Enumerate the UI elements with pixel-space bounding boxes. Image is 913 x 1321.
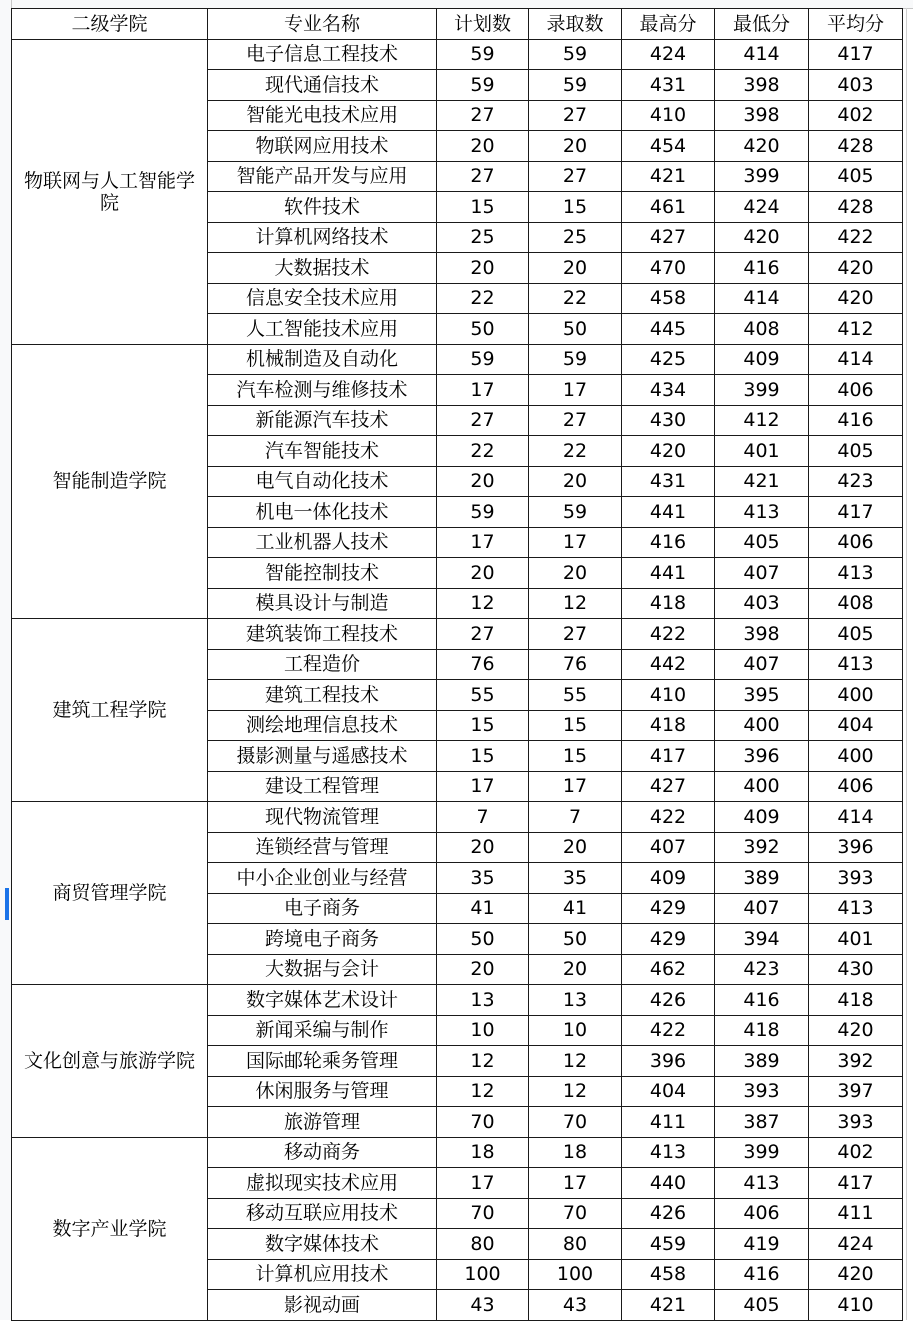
cell-max[interactable]: 426 xyxy=(622,1198,715,1229)
cell-admitted[interactable]: 13 xyxy=(529,985,622,1016)
cell-avg[interactable]: 417 xyxy=(809,1168,903,1199)
cell-admitted[interactable]: 35 xyxy=(529,863,622,894)
cell-major[interactable]: 工程造价 xyxy=(208,649,437,680)
cell-avg[interactable]: 404 xyxy=(809,710,903,741)
cell-max[interactable]: 426 xyxy=(622,985,715,1016)
header-row xyxy=(12,9,903,40)
cell-max[interactable]: 425 xyxy=(622,344,715,375)
cell-admitted[interactable]: 20 xyxy=(529,466,622,497)
cell-max[interactable]: 441 xyxy=(622,558,715,589)
cell-admitted[interactable]: 59 xyxy=(529,70,622,101)
cell-plan[interactable]: 27 xyxy=(437,100,529,131)
cell-plan[interactable]: 59 xyxy=(437,39,529,70)
cell-min[interactable]: 418 xyxy=(715,1015,809,1046)
cell-avg[interactable]: 417 xyxy=(809,39,903,70)
cell-min[interactable]: 389 xyxy=(715,1046,809,1077)
cell-avg[interactable]: 428 xyxy=(809,131,903,162)
cell-plan[interactable]: 17 xyxy=(437,1168,529,1199)
cell-major[interactable]: 建筑装饰工程技术 xyxy=(208,619,437,650)
cell-avg[interactable]: 418 xyxy=(809,985,903,1016)
cell-major[interactable]: 人工智能技术应用 xyxy=(208,314,437,345)
cell-admitted[interactable]: 20 xyxy=(529,131,622,162)
cell-plan[interactable]: 41 xyxy=(437,893,529,924)
cell-major[interactable]: 新能源汽车技术 xyxy=(208,405,437,436)
cell-max[interactable]: 445 xyxy=(622,314,715,345)
cell-max[interactable]: 430 xyxy=(622,405,715,436)
cell-min[interactable]: 406 xyxy=(715,1198,809,1229)
cell-plan[interactable]: 15 xyxy=(437,192,529,223)
cell-plan[interactable]: 55 xyxy=(437,680,529,711)
cell-max[interactable]: 429 xyxy=(622,893,715,924)
cell-avg[interactable]: 400 xyxy=(809,680,903,711)
cell-major[interactable]: 摄影测量与遥感技术 xyxy=(208,741,437,772)
cell-major[interactable]: 计算机网络技术 xyxy=(208,222,437,253)
row-selection-marker xyxy=(5,888,9,920)
cell-min[interactable]: 419 xyxy=(715,1229,809,1260)
cell-admitted[interactable]: 27 xyxy=(529,161,622,192)
cell-max[interactable]: 424 xyxy=(622,39,715,70)
cell-admitted[interactable]: 43 xyxy=(529,1290,622,1321)
cell-plan[interactable]: 22 xyxy=(437,436,529,467)
cell-plan[interactable]: 17 xyxy=(437,527,529,558)
cell-major[interactable]: 智能控制技术 xyxy=(208,558,437,589)
header-avg[interactable]: 平均分 xyxy=(809,9,903,40)
cell-major[interactable]: 影视动画 xyxy=(208,1290,437,1321)
cell-plan[interactable]: 20 xyxy=(437,131,529,162)
cell-major[interactable]: 现代通信技术 xyxy=(208,70,437,101)
cell-college[interactable]: 数字产业学院 xyxy=(12,1137,208,1320)
cell-plan[interactable]: 76 xyxy=(437,649,529,680)
cell-major[interactable]: 建设工程管理 xyxy=(208,771,437,802)
cell-max[interactable]: 413 xyxy=(622,1137,715,1168)
cell-major[interactable]: 模具设计与制造 xyxy=(208,588,437,619)
cell-plan[interactable]: 59 xyxy=(437,497,529,528)
cell-admitted[interactable]: 27 xyxy=(529,100,622,131)
cell-plan[interactable]: 59 xyxy=(437,70,529,101)
cell-admitted[interactable]: 22 xyxy=(529,283,622,314)
header-plan[interactable]: 计划数 xyxy=(437,9,529,40)
cell-max[interactable]: 459 xyxy=(622,1229,715,1260)
cell-admitted[interactable]: 50 xyxy=(529,314,622,345)
cell-plan[interactable]: 12 xyxy=(437,1046,529,1077)
cell-max[interactable]: 458 xyxy=(622,283,715,314)
cell-plan[interactable]: 7 xyxy=(437,802,529,833)
cell-min[interactable]: 414 xyxy=(715,283,809,314)
cell-admitted[interactable]: 59 xyxy=(529,497,622,528)
cell-max[interactable]: 462 xyxy=(622,954,715,985)
cell-avg[interactable]: 412 xyxy=(809,314,903,345)
cell-max[interactable]: 418 xyxy=(622,588,715,619)
cell-avg[interactable]: 403 xyxy=(809,70,903,101)
cell-admitted[interactable]: 70 xyxy=(529,1107,622,1138)
cell-plan[interactable]: 80 xyxy=(437,1229,529,1260)
cell-avg[interactable]: 416 xyxy=(809,405,903,436)
cell-major[interactable]: 旅游管理 xyxy=(208,1107,437,1138)
cell-max[interactable]: 427 xyxy=(622,771,715,802)
table-row xyxy=(12,619,903,650)
cell-avg[interactable]: 400 xyxy=(809,741,903,772)
cell-avg[interactable]: 397 xyxy=(809,1076,903,1107)
cell-min[interactable]: 399 xyxy=(715,1137,809,1168)
cell-admitted[interactable]: 12 xyxy=(529,1076,622,1107)
cell-max[interactable]: 417 xyxy=(622,741,715,772)
cell-min[interactable]: 395 xyxy=(715,680,809,711)
cell-min[interactable]: 413 xyxy=(715,1168,809,1199)
cell-max[interactable]: 440 xyxy=(622,1168,715,1199)
cell-major[interactable]: 信息安全技术应用 xyxy=(208,283,437,314)
cell-plan[interactable]: 20 xyxy=(437,558,529,589)
cell-major[interactable]: 移动互联应用技术 xyxy=(208,1198,437,1229)
cell-major[interactable]: 智能光电技术应用 xyxy=(208,100,437,131)
cell-major[interactable]: 汽车检测与维修技术 xyxy=(208,375,437,406)
cell-major[interactable]: 智能产品开发与应用 xyxy=(208,161,437,192)
cell-min[interactable]: 409 xyxy=(715,802,809,833)
cell-avg[interactable]: 420 xyxy=(809,283,903,314)
cell-avg[interactable]: 428 xyxy=(809,192,903,223)
cell-min[interactable]: 400 xyxy=(715,710,809,741)
cell-major[interactable]: 现代物流管理 xyxy=(208,802,437,833)
cell-admitted[interactable]: 10 xyxy=(529,1015,622,1046)
cell-min[interactable]: 394 xyxy=(715,924,809,955)
cell-major[interactable]: 数字媒体艺术设计 xyxy=(208,985,437,1016)
cell-max[interactable]: 458 xyxy=(622,1259,715,1290)
cell-college[interactable]: 商贸管理学院 xyxy=(12,802,208,985)
cell-major[interactable]: 新闻采编与制作 xyxy=(208,1015,437,1046)
cell-plan[interactable]: 15 xyxy=(437,741,529,772)
cell-min[interactable]: 420 xyxy=(715,131,809,162)
cell-major[interactable]: 跨境电子商务 xyxy=(208,924,437,955)
cell-admitted[interactable]: 50 xyxy=(529,924,622,955)
cell-min[interactable]: 414 xyxy=(715,39,809,70)
cell-plan[interactable]: 10 xyxy=(437,1015,529,1046)
cell-plan[interactable]: 27 xyxy=(437,619,529,650)
cell-max[interactable]: 422 xyxy=(622,619,715,650)
cell-avg[interactable]: 413 xyxy=(809,893,903,924)
cell-avg[interactable]: 422 xyxy=(809,222,903,253)
header-major[interactable]: 专业名称 xyxy=(208,9,437,40)
cell-avg[interactable]: 410 xyxy=(809,1290,903,1321)
cell-avg[interactable]: 396 xyxy=(809,832,903,863)
cell-plan[interactable]: 70 xyxy=(437,1198,529,1229)
cell-admitted[interactable]: 20 xyxy=(529,954,622,985)
cell-min[interactable]: 393 xyxy=(715,1076,809,1107)
cell-avg[interactable]: 401 xyxy=(809,924,903,955)
cell-college[interactable]: 智能制造学院 xyxy=(12,344,208,619)
cell-major[interactable]: 电子信息工程技术 xyxy=(208,39,437,70)
header-max[interactable]: 最高分 xyxy=(622,9,715,40)
cell-plan[interactable]: 43 xyxy=(437,1290,529,1321)
cell-plan[interactable]: 18 xyxy=(437,1137,529,1168)
cell-major[interactable]: 中小企业创业与经营 xyxy=(208,863,437,894)
table-row xyxy=(12,344,903,375)
cell-min[interactable]: 403 xyxy=(715,588,809,619)
table-row xyxy=(12,802,903,833)
cell-min[interactable]: 399 xyxy=(715,375,809,406)
cell-plan[interactable]: 15 xyxy=(437,710,529,741)
cell-min[interactable]: 409 xyxy=(715,344,809,375)
cell-plan[interactable]: 50 xyxy=(437,314,529,345)
cell-major[interactable]: 机电一体化技术 xyxy=(208,497,437,528)
cell-admitted[interactable]: 100 xyxy=(529,1259,622,1290)
cell-plan[interactable]: 35 xyxy=(437,863,529,894)
cell-major[interactable]: 物联网应用技术 xyxy=(208,131,437,162)
cell-max[interactable]: 427 xyxy=(622,222,715,253)
cell-admitted[interactable]: 59 xyxy=(529,39,622,70)
cell-min[interactable]: 398 xyxy=(715,100,809,131)
cell-min[interactable]: 398 xyxy=(715,70,809,101)
cell-max[interactable]: 418 xyxy=(622,710,715,741)
cell-max[interactable]: 422 xyxy=(622,802,715,833)
cell-avg[interactable]: 420 xyxy=(809,1015,903,1046)
cell-avg[interactable]: 413 xyxy=(809,558,903,589)
cell-admitted[interactable]: 76 xyxy=(529,649,622,680)
cell-min[interactable]: 412 xyxy=(715,405,809,436)
cell-avg[interactable]: 405 xyxy=(809,619,903,650)
cell-plan[interactable]: 59 xyxy=(437,344,529,375)
cell-min[interactable]: 424 xyxy=(715,192,809,223)
cell-plan[interactable]: 17 xyxy=(437,375,529,406)
cell-min[interactable]: 389 xyxy=(715,863,809,894)
cell-max[interactable]: 410 xyxy=(622,680,715,711)
cell-admitted[interactable]: 17 xyxy=(529,771,622,802)
cell-avg[interactable]: 392 xyxy=(809,1046,903,1077)
cell-major[interactable]: 国际邮轮乘务管理 xyxy=(208,1046,437,1077)
cell-admitted[interactable]: 22 xyxy=(529,436,622,467)
cell-max[interactable]: 421 xyxy=(622,161,715,192)
cell-max[interactable]: 404 xyxy=(622,1076,715,1107)
cell-admitted[interactable]: 55 xyxy=(529,680,622,711)
cell-max[interactable]: 416 xyxy=(622,527,715,558)
cell-avg[interactable]: 406 xyxy=(809,375,903,406)
cell-major[interactable]: 移动商务 xyxy=(208,1137,437,1168)
cell-plan[interactable]: 13 xyxy=(437,985,529,1016)
cell-min[interactable]: 399 xyxy=(715,161,809,192)
table-row xyxy=(12,985,903,1016)
cell-major[interactable]: 汽车智能技术 xyxy=(208,436,437,467)
cell-admitted[interactable]: 17 xyxy=(529,375,622,406)
cell-min[interactable]: 401 xyxy=(715,436,809,467)
cell-plan[interactable]: 22 xyxy=(437,283,529,314)
cell-admitted[interactable]: 80 xyxy=(529,1229,622,1260)
cell-admitted[interactable]: 12 xyxy=(529,588,622,619)
cell-plan[interactable]: 25 xyxy=(437,222,529,253)
cell-admitted[interactable]: 12 xyxy=(529,1046,622,1077)
cell-major[interactable]: 休闲服务与管理 xyxy=(208,1076,437,1107)
cell-plan[interactable]: 100 xyxy=(437,1259,529,1290)
cell-max[interactable]: 442 xyxy=(622,649,715,680)
cell-admitted[interactable]: 70 xyxy=(529,1198,622,1229)
cell-plan[interactable]: 20 xyxy=(437,253,529,284)
cell-major[interactable]: 虚拟现实技术应用 xyxy=(208,1168,437,1199)
cell-major[interactable]: 机械制造及自动化 xyxy=(208,344,437,375)
cell-plan[interactable]: 12 xyxy=(437,588,529,619)
cell-admitted[interactable]: 27 xyxy=(529,619,622,650)
cell-major[interactable]: 软件技术 xyxy=(208,192,437,223)
cell-max[interactable]: 434 xyxy=(622,375,715,406)
cell-max[interactable]: 470 xyxy=(622,253,715,284)
cell-max[interactable]: 420 xyxy=(622,436,715,467)
cell-avg[interactable]: 393 xyxy=(809,863,903,894)
cell-min[interactable]: 423 xyxy=(715,954,809,985)
cell-college[interactable]: 物联网与人工智能学院 xyxy=(12,39,208,344)
cell-min[interactable]: 387 xyxy=(715,1107,809,1138)
cell-avg[interactable]: 411 xyxy=(809,1198,903,1229)
gridline xyxy=(906,8,907,1320)
cell-avg[interactable]: 423 xyxy=(809,466,903,497)
cell-avg[interactable]: 414 xyxy=(809,802,903,833)
cell-min[interactable]: 405 xyxy=(715,527,809,558)
cell-min[interactable]: 407 xyxy=(715,893,809,924)
cell-avg[interactable]: 430 xyxy=(809,954,903,985)
cell-avg[interactable]: 424 xyxy=(809,1229,903,1260)
cell-max[interactable]: 431 xyxy=(622,466,715,497)
cell-max[interactable]: 409 xyxy=(622,863,715,894)
cell-avg[interactable]: 414 xyxy=(809,344,903,375)
cell-plan[interactable]: 27 xyxy=(437,405,529,436)
cell-min[interactable]: 407 xyxy=(715,558,809,589)
cell-admitted[interactable]: 15 xyxy=(529,710,622,741)
cell-admitted[interactable]: 18 xyxy=(529,1137,622,1168)
cell-avg[interactable]: 393 xyxy=(809,1107,903,1138)
cell-admitted[interactable]: 20 xyxy=(529,832,622,863)
cell-max[interactable]: 396 xyxy=(622,1046,715,1077)
cell-plan[interactable]: 17 xyxy=(437,771,529,802)
cell-min[interactable]: 420 xyxy=(715,222,809,253)
cell-min[interactable]: 408 xyxy=(715,314,809,345)
cell-min[interactable]: 398 xyxy=(715,619,809,650)
cell-admitted[interactable]: 59 xyxy=(529,344,622,375)
cell-min[interactable]: 407 xyxy=(715,649,809,680)
cell-major[interactable]: 电气自动化技术 xyxy=(208,466,437,497)
cell-major[interactable]: 计算机应用技术 xyxy=(208,1259,437,1290)
cell-major[interactable]: 连锁经营与管理 xyxy=(208,832,437,863)
cell-plan[interactable]: 50 xyxy=(437,924,529,955)
cell-avg[interactable]: 417 xyxy=(809,497,903,528)
table-row xyxy=(12,1137,903,1168)
cell-max[interactable]: 454 xyxy=(622,131,715,162)
cell-admitted[interactable]: 17 xyxy=(529,1168,622,1199)
cell-avg[interactable]: 405 xyxy=(809,436,903,467)
cell-admitted[interactable]: 27 xyxy=(529,405,622,436)
cell-max[interactable]: 421 xyxy=(622,1290,715,1321)
cell-min[interactable]: 416 xyxy=(715,1259,809,1290)
cell-major[interactable]: 大数据技术 xyxy=(208,253,437,284)
cell-max[interactable]: 461 xyxy=(622,192,715,223)
cell-max[interactable]: 410 xyxy=(622,100,715,131)
cell-min[interactable]: 392 xyxy=(715,832,809,863)
cell-major[interactable]: 大数据与会计 xyxy=(208,954,437,985)
cell-avg[interactable]: 420 xyxy=(809,253,903,284)
cell-plan[interactable]: 20 xyxy=(437,954,529,985)
cell-min[interactable]: 396 xyxy=(715,741,809,772)
cell-admitted[interactable]: 17 xyxy=(529,527,622,558)
cell-min[interactable]: 416 xyxy=(715,253,809,284)
cell-max[interactable]: 431 xyxy=(622,70,715,101)
cell-plan[interactable]: 12 xyxy=(437,1076,529,1107)
cell-major[interactable]: 测绘地理信息技术 xyxy=(208,710,437,741)
cell-min[interactable]: 416 xyxy=(715,985,809,1016)
cell-avg[interactable]: 406 xyxy=(809,527,903,558)
cell-plan[interactable]: 70 xyxy=(437,1107,529,1138)
cell-max[interactable]: 411 xyxy=(622,1107,715,1138)
cell-plan[interactable]: 27 xyxy=(437,161,529,192)
header-college[interactable]: 二级学院 xyxy=(12,9,208,40)
cell-college[interactable]: 建筑工程学院 xyxy=(12,619,208,802)
cell-max[interactable]: 422 xyxy=(622,1015,715,1046)
cell-admitted[interactable]: 41 xyxy=(529,893,622,924)
admission-table xyxy=(11,8,903,1321)
cell-plan[interactable]: 20 xyxy=(437,466,529,497)
cell-avg[interactable]: 402 xyxy=(809,100,903,131)
cell-min[interactable]: 405 xyxy=(715,1290,809,1321)
cell-major[interactable]: 电子商务 xyxy=(208,893,437,924)
cell-avg[interactable]: 420 xyxy=(809,1259,903,1290)
cell-plan[interactable]: 20 xyxy=(437,832,529,863)
cell-admitted[interactable]: 7 xyxy=(529,802,622,833)
cell-admitted[interactable]: 20 xyxy=(529,558,622,589)
cell-admitted[interactable]: 25 xyxy=(529,222,622,253)
cell-college[interactable]: 文化创意与旅游学院 xyxy=(12,985,208,1138)
header-admitted[interactable]: 录取数 xyxy=(529,9,622,40)
cell-avg[interactable]: 406 xyxy=(809,771,903,802)
cell-min[interactable]: 400 xyxy=(715,771,809,802)
cell-max[interactable]: 429 xyxy=(622,924,715,955)
cell-avg[interactable]: 405 xyxy=(809,161,903,192)
header-min[interactable]: 最低分 xyxy=(715,9,809,40)
cell-admitted[interactable]: 20 xyxy=(529,253,622,284)
cell-major[interactable]: 建筑工程技术 xyxy=(208,680,437,711)
cell-major[interactable]: 数字媒体技术 xyxy=(208,1229,437,1260)
cell-admitted[interactable]: 15 xyxy=(529,741,622,772)
cell-admitted[interactable]: 15 xyxy=(529,192,622,223)
cell-major[interactable]: 工业机器人技术 xyxy=(208,527,437,558)
cell-max[interactable]: 441 xyxy=(622,497,715,528)
cell-max[interactable]: 407 xyxy=(622,832,715,863)
table-row xyxy=(12,39,903,70)
cell-avg[interactable]: 413 xyxy=(809,649,903,680)
cell-min[interactable]: 421 xyxy=(715,466,809,497)
cell-min[interactable]: 413 xyxy=(715,497,809,528)
cell-avg[interactable]: 408 xyxy=(809,588,903,619)
cell-avg[interactable]: 402 xyxy=(809,1137,903,1168)
